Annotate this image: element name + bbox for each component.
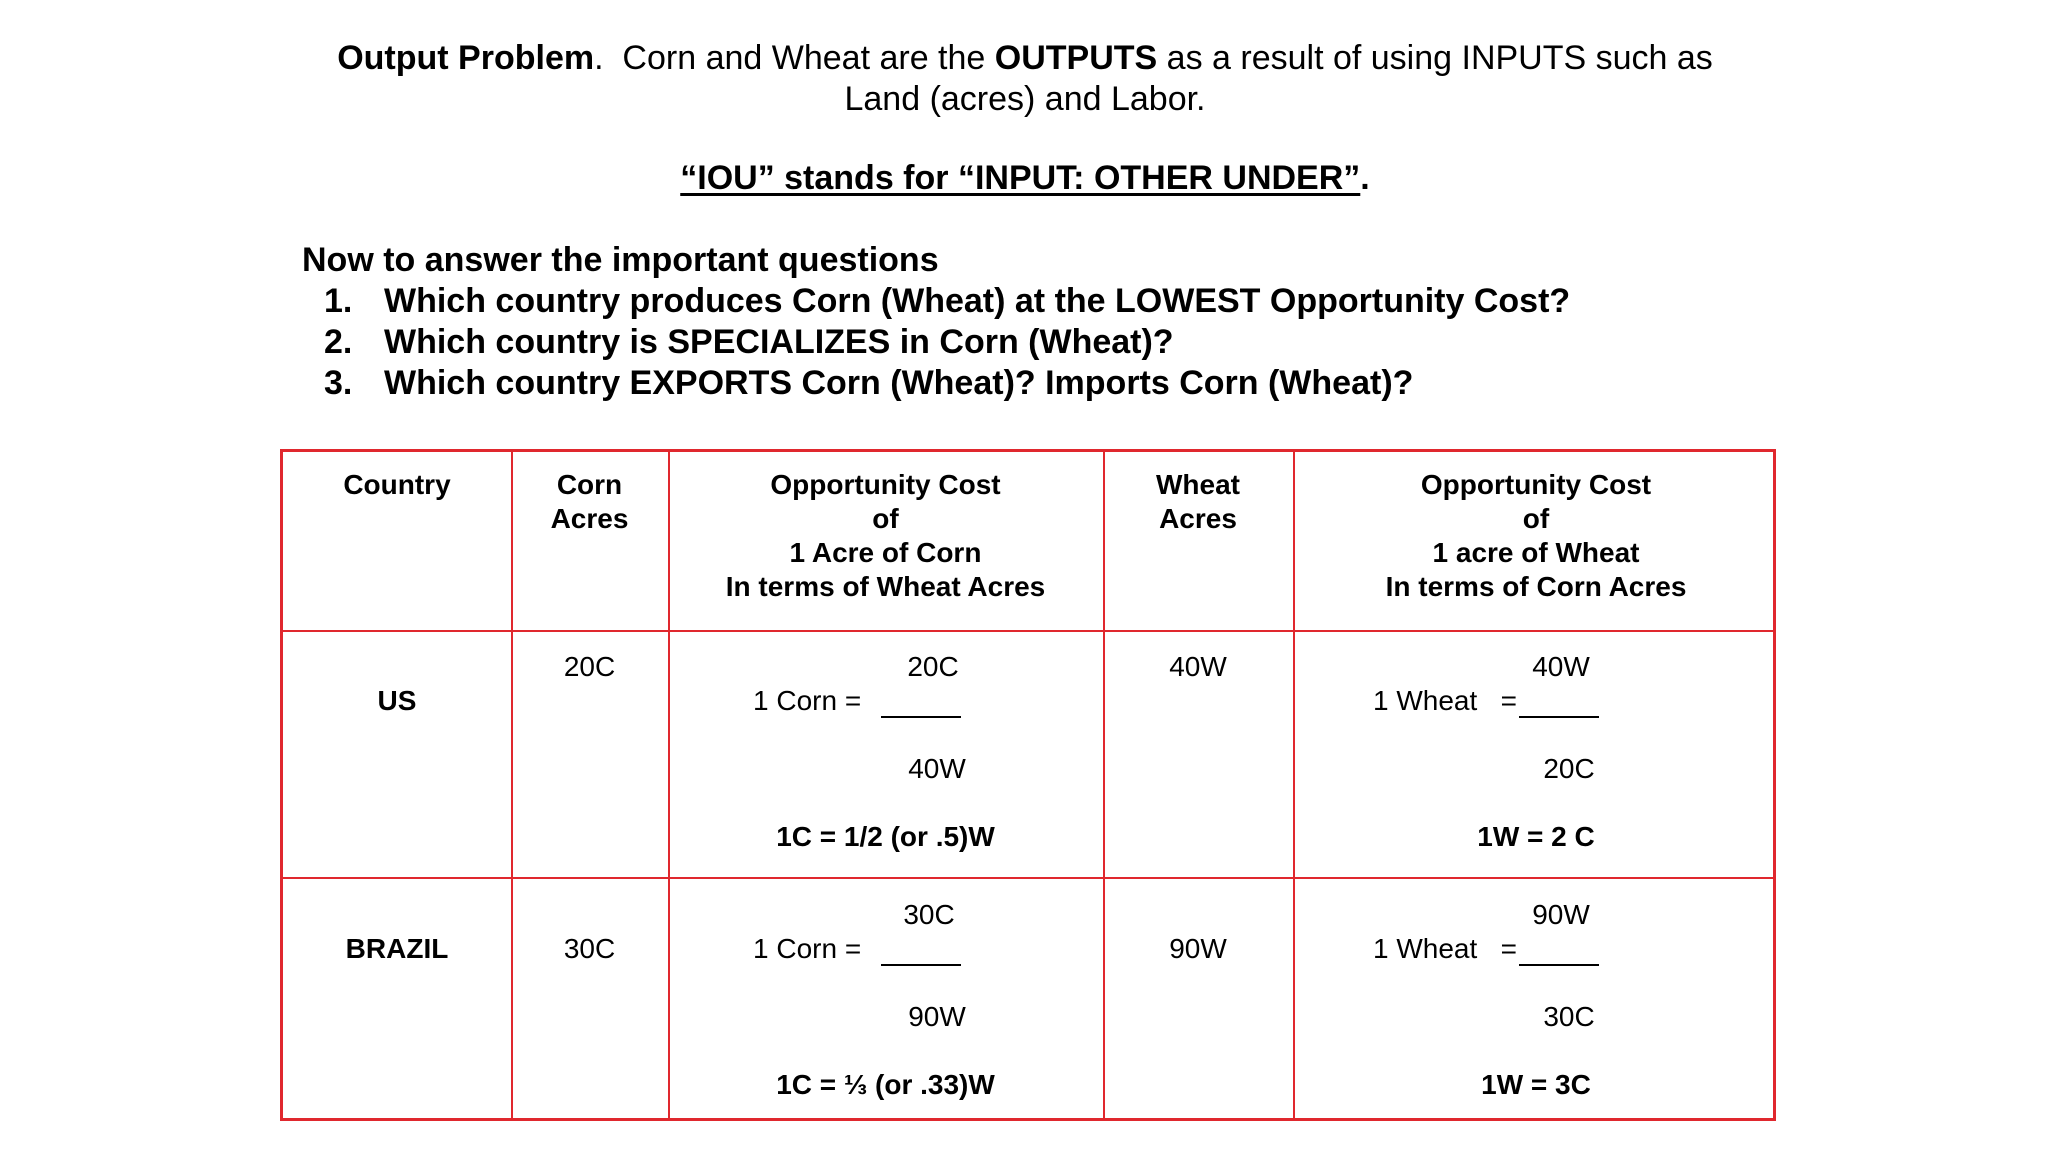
intro-rest: as a result of using INPUTS such as bbox=[1157, 39, 1713, 77]
question-number: 3. bbox=[324, 364, 353, 402]
corn-numerator: 30C bbox=[903, 899, 955, 930]
corn-eq-label: 1 Corn = bbox=[753, 685, 862, 716]
wheat-eq-label: 1 Wheat = bbox=[1373, 685, 1517, 716]
header-oc-corn bbox=[668, 468, 1103, 604]
header-line: Acres bbox=[1159, 503, 1237, 534]
header-line: In terms of Wheat Acres bbox=[725, 571, 1046, 602]
question-text: Which country is SPECIALIZES in Corn (Wheat)? bbox=[384, 323, 1174, 361]
question-item bbox=[302, 322, 1802, 363]
header-line: of bbox=[872, 503, 899, 534]
fraction-bar bbox=[1519, 716, 1599, 718]
corn-acres-value: 20C bbox=[563, 651, 616, 682]
header-country: Country bbox=[343, 469, 451, 500]
header-line: of bbox=[1522, 503, 1550, 534]
row-country-us: US bbox=[377, 685, 417, 716]
questions-block bbox=[302, 240, 1802, 404]
header-line: Opportunity Cost bbox=[1420, 469, 1652, 500]
question-text: Which country EXPORTS Corn (Wheat)? Imports Corn (Wheat)? bbox=[384, 364, 1414, 402]
wheat-denominator: 30C bbox=[1543, 1001, 1595, 1032]
questions-heading: Now to answer the important questions bbox=[302, 241, 939, 279]
wheat-numerator: 90W bbox=[1532, 899, 1590, 930]
intro-paragraph bbox=[280, 38, 1770, 120]
header-line: 1 acre of Wheat bbox=[1432, 537, 1640, 568]
fraction-bar bbox=[881, 964, 961, 966]
header-corn-acres bbox=[511, 468, 668, 536]
corn-numerator: 20C bbox=[907, 651, 959, 682]
wheat-acres-value: 90W bbox=[1169, 933, 1227, 964]
header-line: Corn bbox=[556, 469, 623, 500]
header-line: In terms of Corn Acres bbox=[1385, 571, 1687, 602]
corn-acres-value: 30C bbox=[563, 933, 616, 964]
intro-title: Output Problem bbox=[337, 39, 595, 77]
wheat-result: 1W = 2 C bbox=[1477, 821, 1595, 852]
question-number: 1. bbox=[324, 282, 353, 320]
iou-period: . bbox=[1360, 159, 1370, 197]
corn-result: 1C = ⅓ (or .33)W bbox=[776, 1069, 995, 1100]
intro-line-1 bbox=[280, 38, 1770, 79]
wheat-eq-label: 1 Wheat = bbox=[1373, 933, 1517, 964]
column-divider bbox=[1103, 452, 1105, 1118]
corn-denominator: 90W bbox=[908, 1001, 966, 1032]
intro-line-2: Land (acres) and Labor. bbox=[844, 80, 1206, 118]
header-oc-wheat bbox=[1293, 468, 1779, 604]
header-line: 1 Acre of Corn bbox=[789, 537, 982, 568]
column-divider bbox=[511, 452, 513, 1118]
fraction-bar bbox=[881, 716, 961, 718]
header-wheat-acres bbox=[1103, 468, 1293, 536]
intro-title-suffix: . Corn and Wheat are the bbox=[594, 39, 995, 77]
wheat-numerator: 40W bbox=[1532, 651, 1590, 682]
corn-result: 1C = 1/2 (or .5)W bbox=[776, 821, 995, 852]
row-country-brazil: BRAZIL bbox=[345, 933, 449, 964]
header-line: Wheat bbox=[1156, 469, 1240, 500]
header-line: Acres bbox=[550, 503, 629, 534]
iou-definition bbox=[280, 158, 1770, 199]
question-text: Which country produces Corn (Wheat) at the LOWEST Opportunity Cost? bbox=[384, 282, 1571, 320]
wheat-acres-value: 40W bbox=[1169, 651, 1227, 682]
question-number: 2. bbox=[324, 323, 353, 361]
wheat-result: 1W = 3C bbox=[1481, 1069, 1591, 1100]
opportunity-cost-table bbox=[280, 449, 1776, 1121]
question-item bbox=[302, 363, 1802, 404]
row-divider bbox=[283, 877, 1773, 879]
iou-text: “IOU” stands for “INPUT: OTHER UNDER” bbox=[680, 159, 1361, 197]
header-line: Opportunity Cost bbox=[770, 469, 1001, 500]
intro-outputs: OUTPUTS bbox=[994, 39, 1158, 77]
fraction-bar bbox=[1519, 964, 1599, 966]
row-divider bbox=[283, 630, 1773, 632]
corn-denominator: 40W bbox=[908, 753, 966, 784]
wheat-denominator: 20C bbox=[1543, 753, 1595, 784]
corn-eq-label: 1 Corn = bbox=[753, 933, 862, 964]
question-item bbox=[302, 281, 1802, 322]
